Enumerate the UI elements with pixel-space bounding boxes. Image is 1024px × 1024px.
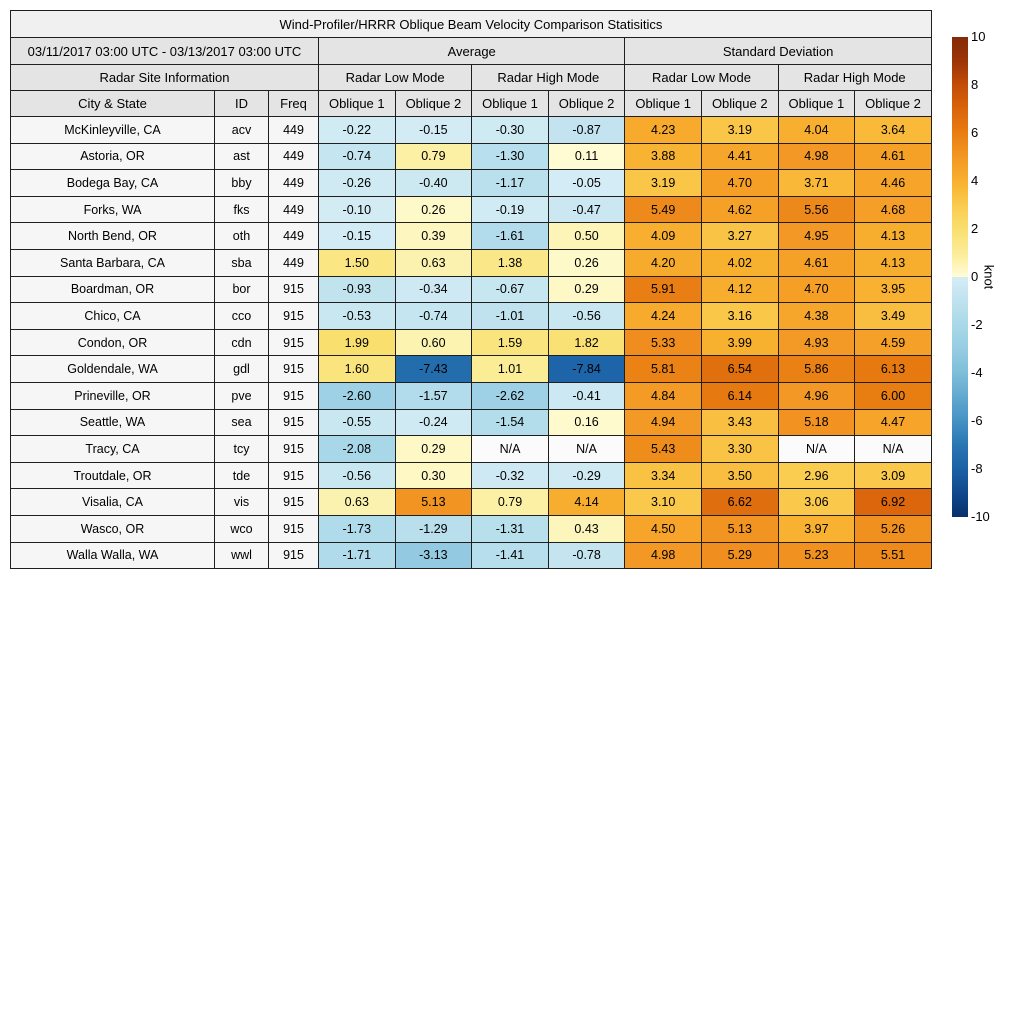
value-cell: -0.40	[395, 170, 472, 197]
value-cell: 4.95	[778, 223, 855, 250]
value-cell: -0.34	[395, 276, 472, 303]
value-cell: -0.74	[395, 303, 472, 330]
value-cell: 0.26	[548, 249, 625, 276]
value-cell: -1.17	[472, 170, 549, 197]
value-cell: 5.43	[625, 436, 702, 463]
value-cell: -1.61	[472, 223, 549, 250]
value-cell: -0.19	[472, 196, 549, 223]
city-column-header: City & State	[11, 91, 215, 117]
value-cell: 1.38	[472, 249, 549, 276]
value-cell: -1.01	[472, 303, 549, 330]
value-cell: 5.33	[625, 329, 702, 356]
average-group-header: Average	[319, 38, 625, 65]
value-cell: 0.50	[548, 223, 625, 250]
value-cell: -7.43	[395, 356, 472, 383]
value-cell: 2.96	[778, 462, 855, 489]
value-cell: 0.29	[395, 436, 472, 463]
value-cell: -2.08	[319, 436, 396, 463]
value-cell: 4.94	[625, 409, 702, 436]
value-cell: -1.71	[319, 542, 396, 569]
colorbar-tick-label: 10	[971, 29, 986, 44]
city-cell: Prineville, OR	[11, 382, 215, 409]
value-cell: 4.84	[625, 382, 702, 409]
colorbar-tick-label: 4	[971, 173, 979, 188]
freq-cell: 915	[269, 409, 319, 436]
value-cell: 5.49	[625, 196, 702, 223]
oblique2-column-header: Oblique 2	[395, 91, 472, 117]
value-cell: 5.56	[778, 196, 855, 223]
value-cell: 4.23	[625, 117, 702, 144]
value-cell: 5.23	[778, 542, 855, 569]
value-cell: N/A	[548, 436, 625, 463]
freq-cell: 449	[269, 249, 319, 276]
value-cell: 5.86	[778, 356, 855, 383]
value-cell: -3.13	[395, 542, 472, 569]
value-cell: -1.29	[395, 515, 472, 542]
oblique1-column-header: Oblique 1	[778, 91, 855, 117]
value-cell: 0.26	[395, 196, 472, 223]
site-id-cell: bby	[215, 170, 269, 197]
value-cell: 3.50	[701, 462, 778, 489]
colorbar-tick-label: -10	[971, 509, 990, 524]
site-info-header: Radar Site Information	[11, 65, 319, 91]
value-cell: -7.84	[548, 356, 625, 383]
city-cell: Astoria, OR	[11, 143, 215, 170]
city-cell: McKinleyville, CA	[11, 117, 215, 144]
std-high-mode-header: Radar High Mode	[778, 65, 931, 91]
table-row	[11, 462, 932, 489]
table-row	[11, 382, 932, 409]
colorbar-tick-label: 2	[971, 221, 979, 236]
value-cell: -0.87	[548, 117, 625, 144]
value-cell: -0.30	[472, 117, 549, 144]
value-cell: 5.29	[701, 542, 778, 569]
value-cell: 0.30	[395, 462, 472, 489]
freq-cell: 449	[269, 143, 319, 170]
value-cell: -0.32	[472, 462, 549, 489]
value-cell: 3.97	[778, 515, 855, 542]
table-row	[11, 117, 932, 144]
value-cell: 3.16	[701, 303, 778, 330]
site-id-cell: sba	[215, 249, 269, 276]
value-cell: -1.31	[472, 515, 549, 542]
value-cell: -0.56	[319, 462, 396, 489]
value-cell: 4.70	[778, 276, 855, 303]
period-header: 03/11/2017 03:00 UTC - 03/13/2017 03:00 UTC	[11, 38, 319, 65]
value-cell: 4.04	[778, 117, 855, 144]
value-cell: 4.96	[778, 382, 855, 409]
city-cell: Wasco, OR	[11, 515, 215, 542]
table-row	[11, 542, 932, 569]
site-id-cell: gdl	[215, 356, 269, 383]
value-cell: -0.22	[319, 117, 396, 144]
value-cell: 4.98	[625, 542, 702, 569]
value-cell: 4.70	[701, 170, 778, 197]
colorbar-unit-label: knot	[981, 264, 997, 290]
city-cell: Walla Walla, WA	[11, 542, 215, 569]
freq-cell: 915	[269, 542, 319, 569]
value-cell: -0.29	[548, 462, 625, 489]
site-id-cell: oth	[215, 223, 269, 250]
table-row	[11, 143, 932, 170]
value-cell: -0.78	[548, 542, 625, 569]
value-cell: 4.93	[778, 329, 855, 356]
value-cell: 0.79	[395, 143, 472, 170]
value-cell: 4.09	[625, 223, 702, 250]
colorbar-tick-label: -6	[971, 413, 983, 428]
value-cell: 6.62	[701, 489, 778, 516]
site-id-cell: cco	[215, 303, 269, 330]
value-cell: -0.67	[472, 276, 549, 303]
value-cell: -0.93	[319, 276, 396, 303]
value-cell: 6.14	[701, 382, 778, 409]
value-cell: -1.30	[472, 143, 549, 170]
table-row	[11, 223, 932, 250]
avg-high-mode-header: Radar High Mode	[472, 65, 625, 91]
value-cell: N/A	[778, 436, 855, 463]
value-cell: 4.12	[701, 276, 778, 303]
table-title: Wind-Profiler/HRRR Oblique Beam Velocity Comparison Statisitics	[11, 11, 932, 38]
value-cell: -0.47	[548, 196, 625, 223]
value-cell: -0.15	[395, 117, 472, 144]
value-cell: 0.39	[395, 223, 472, 250]
value-cell: -0.05	[548, 170, 625, 197]
site-id-cell: tcy	[215, 436, 269, 463]
value-cell: -0.74	[319, 143, 396, 170]
table-row	[11, 303, 932, 330]
site-id-cell: cdn	[215, 329, 269, 356]
city-cell: Seattle, WA	[11, 409, 215, 436]
freq-cell: 449	[269, 223, 319, 250]
value-cell: -0.10	[319, 196, 396, 223]
value-cell: -0.41	[548, 382, 625, 409]
oblique2-column-header: Oblique 2	[548, 91, 625, 117]
value-cell: -1.54	[472, 409, 549, 436]
value-cell: 6.54	[701, 356, 778, 383]
table-row	[11, 409, 932, 436]
value-cell: 5.51	[855, 542, 932, 569]
table-row	[11, 515, 932, 542]
value-cell: 3.30	[701, 436, 778, 463]
freq-column-header: Freq	[269, 91, 319, 117]
value-cell: -2.62	[472, 382, 549, 409]
value-cell: 1.59	[472, 329, 549, 356]
value-cell: 5.26	[855, 515, 932, 542]
city-cell: Visalia, CA	[11, 489, 215, 516]
city-cell: Forks, WA	[11, 196, 215, 223]
value-cell: 3.88	[625, 143, 702, 170]
freq-cell: 915	[269, 382, 319, 409]
freq-cell: 915	[269, 436, 319, 463]
freq-cell: 449	[269, 170, 319, 197]
table-row	[11, 329, 932, 356]
value-cell: 4.41	[701, 143, 778, 170]
value-cell: 0.79	[472, 489, 549, 516]
site-id-cell: sea	[215, 409, 269, 436]
site-id-cell: pve	[215, 382, 269, 409]
value-cell: 4.38	[778, 303, 855, 330]
value-cell: 4.20	[625, 249, 702, 276]
value-cell: 4.62	[701, 196, 778, 223]
value-cell: -0.53	[319, 303, 396, 330]
colorbar-tick-label: -2	[971, 317, 983, 332]
freq-cell: 915	[269, 276, 319, 303]
value-cell: 3.43	[701, 409, 778, 436]
value-cell: -0.56	[548, 303, 625, 330]
value-cell: 6.00	[855, 382, 932, 409]
value-cell: 4.68	[855, 196, 932, 223]
colorbar-tick-label: -4	[971, 365, 983, 380]
value-cell: 4.14	[548, 489, 625, 516]
value-cell: -2.60	[319, 382, 396, 409]
site-id-cell: wco	[215, 515, 269, 542]
city-cell: Condon, OR	[11, 329, 215, 356]
value-cell: 0.11	[548, 143, 625, 170]
table-row	[11, 196, 932, 223]
site-id-cell: wwl	[215, 542, 269, 569]
site-id-cell: fks	[215, 196, 269, 223]
value-cell: -1.57	[395, 382, 472, 409]
value-cell: -0.15	[319, 223, 396, 250]
value-cell: 3.10	[625, 489, 702, 516]
value-cell: 5.13	[701, 515, 778, 542]
city-cell: Bodega Bay, CA	[11, 170, 215, 197]
value-cell: 3.95	[855, 276, 932, 303]
value-cell: 3.49	[855, 303, 932, 330]
value-cell: 0.29	[548, 276, 625, 303]
colorbar-tick-label: -8	[971, 461, 983, 476]
city-cell: Goldendale, WA	[11, 356, 215, 383]
city-cell: Santa Barbara, CA	[11, 249, 215, 276]
freq-cell: 915	[269, 489, 319, 516]
value-cell: 0.63	[395, 249, 472, 276]
std-low-mode-header: Radar Low Mode	[625, 65, 778, 91]
value-cell: 3.27	[701, 223, 778, 250]
value-cell: 1.99	[319, 329, 396, 356]
stats-table	[10, 10, 932, 569]
table-row	[11, 249, 932, 276]
value-cell: 5.18	[778, 409, 855, 436]
value-cell: 4.24	[625, 303, 702, 330]
value-cell: 4.50	[625, 515, 702, 542]
table-row	[11, 489, 932, 516]
city-cell: Tracy, CA	[11, 436, 215, 463]
oblique2-column-header: Oblique 2	[701, 91, 778, 117]
value-cell: 5.81	[625, 356, 702, 383]
colorbar-tick-label: 8	[971, 77, 979, 92]
freq-cell: 915	[269, 515, 319, 542]
value-cell: 4.13	[855, 249, 932, 276]
freq-cell: 915	[269, 329, 319, 356]
value-cell: 3.64	[855, 117, 932, 144]
site-id-cell: vis	[215, 489, 269, 516]
value-cell: 4.13	[855, 223, 932, 250]
value-cell: 3.34	[625, 462, 702, 489]
city-cell: Troutdale, OR	[11, 462, 215, 489]
value-cell: 4.98	[778, 143, 855, 170]
value-cell: 1.50	[319, 249, 396, 276]
value-cell: 3.19	[625, 170, 702, 197]
value-cell: 3.99	[701, 329, 778, 356]
site-id-cell: tde	[215, 462, 269, 489]
value-cell: 3.19	[701, 117, 778, 144]
value-cell: 0.16	[548, 409, 625, 436]
value-cell: -0.26	[319, 170, 396, 197]
value-cell: -1.73	[319, 515, 396, 542]
value-cell: 0.60	[395, 329, 472, 356]
value-cell: 1.60	[319, 356, 396, 383]
value-cell: -1.41	[472, 542, 549, 569]
value-cell: 4.61	[778, 249, 855, 276]
table-row	[11, 436, 932, 463]
colorbar-tick-label: 6	[971, 125, 979, 140]
value-cell: 6.92	[855, 489, 932, 516]
value-cell: 3.06	[778, 489, 855, 516]
site-id-cell: acv	[215, 117, 269, 144]
value-cell: -0.24	[395, 409, 472, 436]
value-cell: 4.61	[855, 143, 932, 170]
value-cell: 4.47	[855, 409, 932, 436]
value-cell: 4.59	[855, 329, 932, 356]
city-cell: Chico, CA	[11, 303, 215, 330]
oblique1-column-header: Oblique 1	[625, 91, 702, 117]
value-cell: 5.13	[395, 489, 472, 516]
table-row	[11, 276, 932, 303]
oblique1-column-header: Oblique 1	[472, 91, 549, 117]
freq-cell: 449	[269, 196, 319, 223]
value-cell: N/A	[472, 436, 549, 463]
value-cell: 1.01	[472, 356, 549, 383]
value-cell: 4.46	[855, 170, 932, 197]
value-cell: 0.63	[319, 489, 396, 516]
site-id-cell: bor	[215, 276, 269, 303]
stddev-group-header: Standard Deviation	[625, 38, 931, 65]
avg-low-mode-header: Radar Low Mode	[319, 65, 472, 91]
city-cell: Boardman, OR	[11, 276, 215, 303]
freq-cell: 449	[269, 117, 319, 144]
freq-cell: 915	[269, 356, 319, 383]
freq-cell: 915	[269, 462, 319, 489]
value-cell: N/A	[855, 436, 932, 463]
value-cell: -0.55	[319, 409, 396, 436]
value-cell: 3.09	[855, 462, 932, 489]
id-column-header: ID	[215, 91, 269, 117]
freq-cell: 915	[269, 303, 319, 330]
oblique1-column-header: Oblique 1	[319, 91, 396, 117]
value-cell: 4.02	[701, 249, 778, 276]
colorbar-gradient	[952, 37, 968, 517]
site-id-cell: ast	[215, 143, 269, 170]
colorbar-tick-label: 0	[971, 269, 979, 284]
value-cell: 1.82	[548, 329, 625, 356]
value-cell: 3.71	[778, 170, 855, 197]
table-row	[11, 170, 932, 197]
value-cell: 6.13	[855, 356, 932, 383]
oblique2-column-header: Oblique 2	[855, 91, 932, 117]
value-cell: 5.91	[625, 276, 702, 303]
table-row	[11, 356, 932, 383]
value-cell: 0.43	[548, 515, 625, 542]
city-cell: North Bend, OR	[11, 223, 215, 250]
